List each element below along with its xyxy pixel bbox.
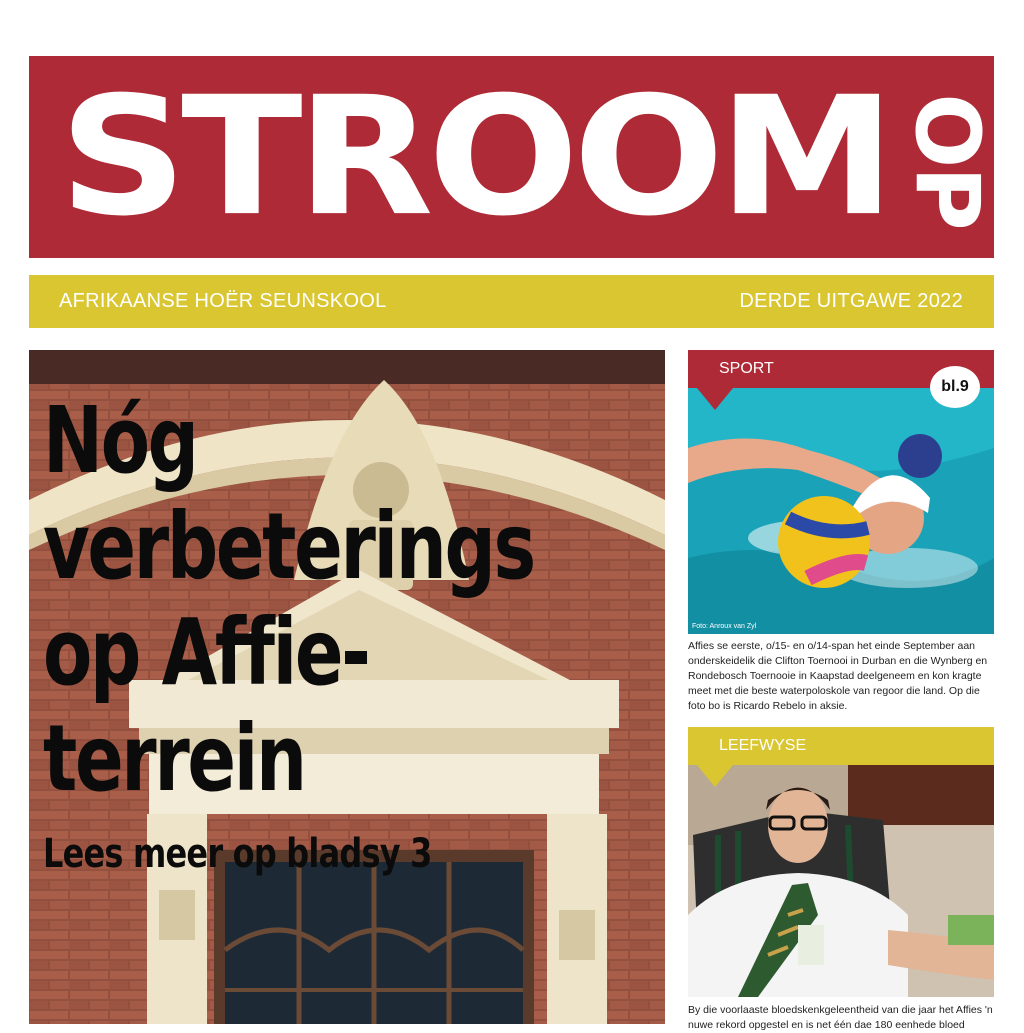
lifestyle-label-notch — [697, 765, 733, 787]
lifestyle-label-text: LEEFWYSE — [719, 737, 807, 754]
masthead — [29, 56, 999, 258]
water-polo-image — [688, 388, 994, 634]
sport-label-notch — [697, 388, 733, 410]
headline-line: Nóg — [43, 387, 197, 494]
sport-photo[interactable] — [688, 388, 994, 634]
lifestyle-label — [688, 727, 994, 765]
photo-credit: Foto: Anroux van Zyl — [692, 623, 757, 630]
feature-story[interactable] — [29, 350, 665, 1024]
sport-caption: Affies se eerste, o/15- en o/14-span het einde September aan onderskeidelik die Clifton Toernooi in Durban en die Wynberg en Rondebosch Toernooie in Kaapstad deelgeneem en kon kragte meet met die beste waterpoloskole van regoor die land. Op die foto bo is Ricardo Rebelo in aksie. — [688, 640, 988, 712]
sport-label-text: SPORT — [719, 360, 774, 377]
masthead-suffix-text: OP — [896, 93, 999, 229]
page-badge[interactable]: bl.9 — [930, 366, 980, 408]
info-bar — [29, 275, 994, 328]
feature-subhead[interactable]: Lees meer op bladsy 3 — [43, 831, 432, 877]
masthead-title: STROOM — [59, 61, 890, 252]
feature-headline — [43, 388, 667, 812]
lifestyle-photo[interactable] — [688, 765, 994, 997]
lifestyle-caption: By die voorlaaste bloedskenkgeleentheid van die jaar het Affies 'n nuwe rekord opgestel en is net één dae 180 eenhede bloed — [688, 1004, 993, 1031]
headline-line: verbeterings — [43, 493, 534, 600]
headline-line: op Affie- — [43, 599, 369, 706]
headline-line: terrein — [43, 705, 305, 812]
school-name: AFRIKAANSE HOËR SEUNSKOOL — [59, 290, 387, 312]
issue-label: DERDE UITGAWE 2022 — [739, 290, 963, 312]
blood-donation-image — [688, 765, 994, 997]
masthead-suffix — [897, 76, 997, 246]
